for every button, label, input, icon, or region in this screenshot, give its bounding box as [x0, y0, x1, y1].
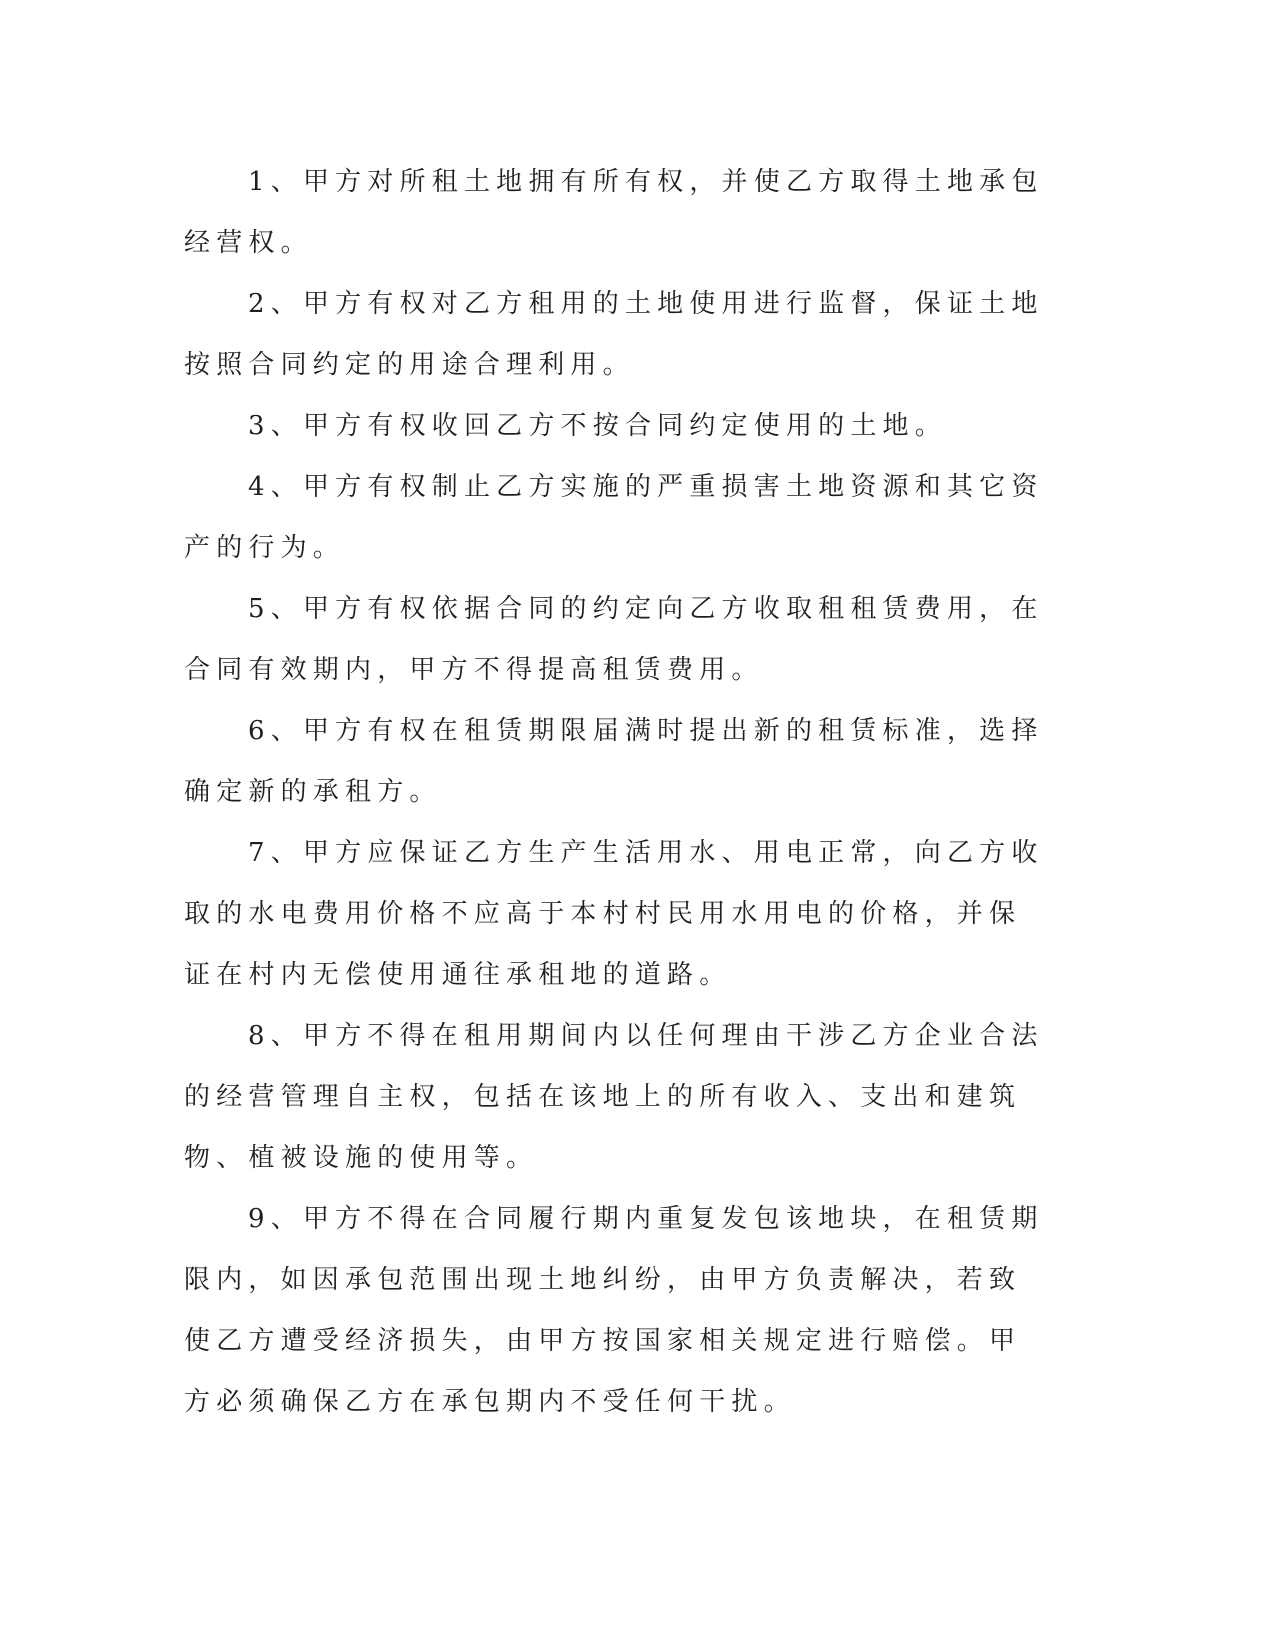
clause-6: 6、甲方有权在租赁期限届满时提出新的租赁标准，选择确定新的承租方。 [184, 716, 1044, 807]
clause-8: 8、甲方不得在租用期间内以任何理由干涉乙方企业合法的经营管理自主权，包括在该地上的所有收入、支出和建筑物、植被设施的使用等。 [184, 1021, 1044, 1173]
clause-2: 2、甲方有权对乙方租用的土地使用进行监督，保证土地按照合同约定的用途合理利用。 [184, 289, 1044, 380]
clause-1: 1、甲方对所租土地拥有所有权，并使乙方取得土地承包经营权。 [184, 167, 1044, 258]
clause-5: 5、甲方有权依据合同的约定向乙方收取租租赁费用，在合同有效期内，甲方不得提高租赁费用。 [184, 594, 1044, 685]
clause-3: 3、甲方有权收回乙方不按合同约定使用的土地。 [248, 411, 947, 441]
clause-4: 4、甲方有权制止乙方实施的严重损害土地资源和其它资产的行为。 [184, 472, 1044, 563]
clause-7: 7、甲方应保证乙方生产生活用水、用电正常，向乙方收取的水电费用价格不应高于本村村民用水用电的价格，并保证在村内无偿使用通往承租地的道路。 [184, 838, 1044, 990]
document-body [184, 152, 1044, 1433]
clause-9: 9、甲方不得在合同履行期内重复发包该地块，在租赁期限内，如因承包范围出现土地纠纷，由甲方负责解决，若致使乙方遭受经济损失，由甲方按国家相关规定进行赔偿。甲方必须确保乙方在承包期内不受任何干扰。 [184, 1204, 1044, 1417]
